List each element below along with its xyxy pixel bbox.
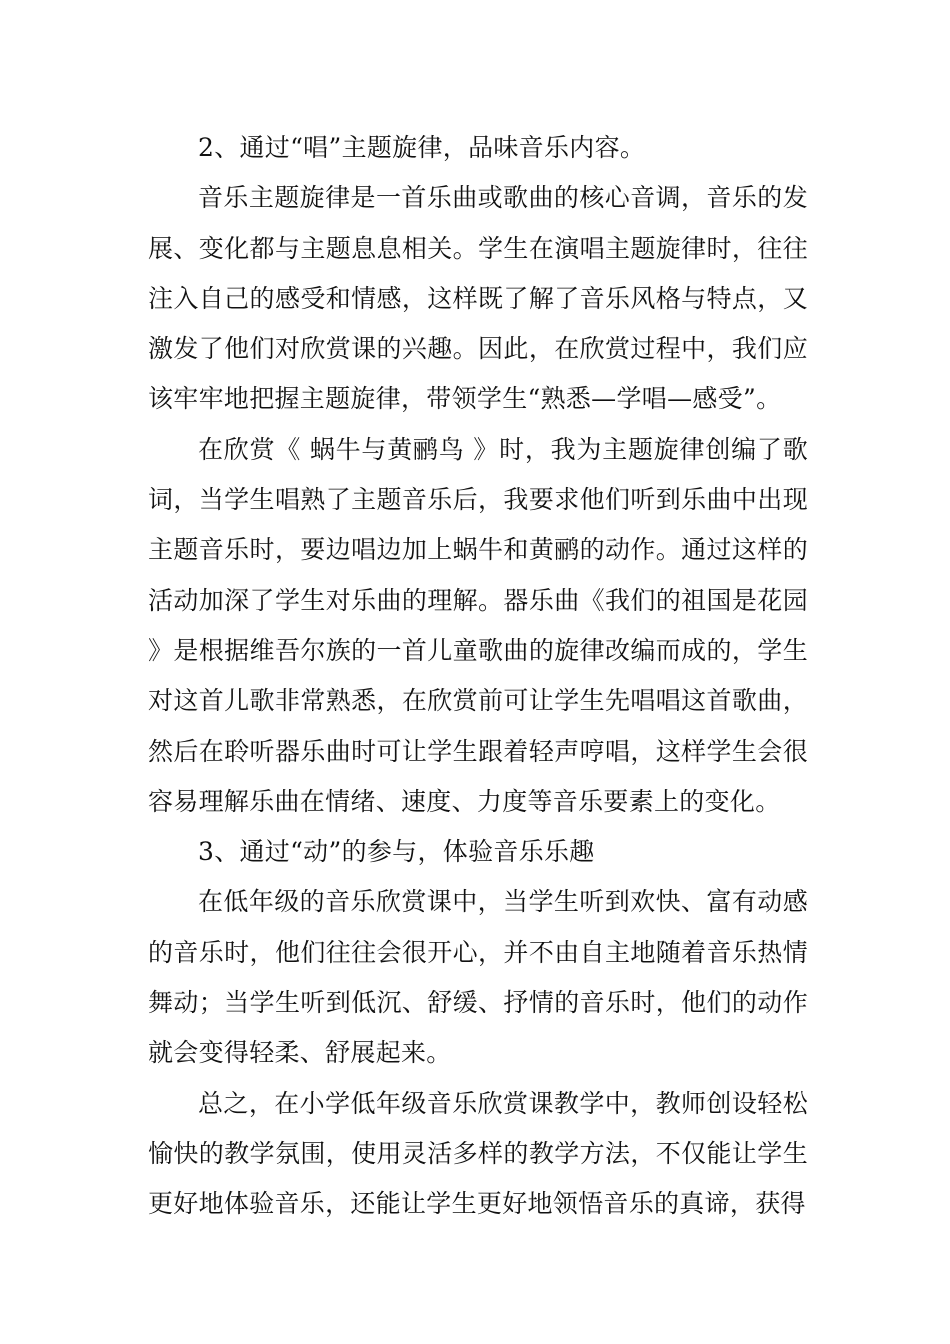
paragraph-theme-melody: 音乐主题旋律是一首乐曲或歌曲的核心音调，音乐的发展、变化都与主题息息相关。学生在演唱主题旋律时，往往注入自己的感受和情感，这样既了解了音乐风格与特点，又激发了他们对欣赏课的兴趣。因此，在欣赏过程中，我们应该牢牢地把握主题旋律，带领学生“熟悉—学唱—感受”。: [148, 183, 808, 414]
section-heading-movement: 3、通过“动”的参与，体验音乐乐趣: [198, 837, 595, 867]
paragraph-examples: 在欣赏《 蜗牛与黄鹂鸟 》时，我为主题旋律创编了歌词，当学生唱熟了主题音乐后，我要求他们听到乐曲中出现主题音乐时，要边唱边加上蜗牛和黄鹂的动作。通过这样的活动加深了学生对乐曲的理解。器乐曲《我们的祖国是花园 》是根据维吾尔族的一首儿童歌曲的旋律改编而成的，学生对这首儿歌非常熟悉，在欣赏前可让学生先唱唱这首歌曲，然后在聆听器乐曲时可让学生跟着轻声哼唱，这样学生会很容易理解乐曲在情绪、速度、力度等音乐要素上的变化。: [148, 434, 808, 816]
document-page: [148, 123, 808, 1230]
section-heading-sing: 2、通过“唱”主题旋律，品味音乐内容。: [198, 133, 646, 162]
paragraph-movement: 在低年级的音乐欣赏课中，当学生听到欢快、富有动感的音乐时，他们往往会很开心，并不由自主地随着音乐热情舞动；当学生听到低沉、舒缓、抒情的音乐时，他们的动作就会变得轻柔、舒展起来。: [148, 887, 808, 1068]
paragraph-conclusion: 总之，在小学低年级音乐欣赏课教学中，教师创设轻松愉快的教学氛围，使用灵活多样的教学方法，不仅能让学生更好地体验音乐，还能让学生更好地领悟音乐的真谛，获得: [148, 1088, 808, 1219]
